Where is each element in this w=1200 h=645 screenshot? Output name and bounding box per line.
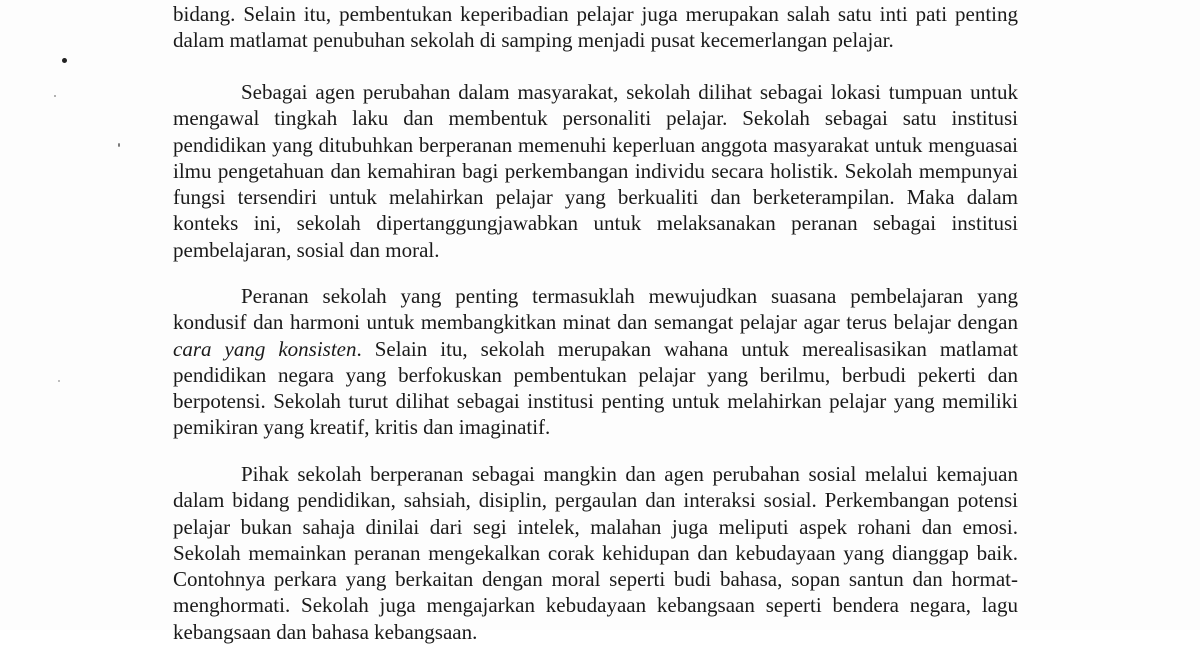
paragraph-peranan-text-start: Peranan sekolah yang penting termasuklah mewujudkan suasana pembelajaran yang kondusif dan harmoni untuk membangkitkan minat dan semangat pelajar agar terus belajar dengan: [173, 284, 1018, 335]
scan-speck: [58, 380, 60, 382]
paragraph-peranan-sekolah: [173, 283, 1018, 441]
scan-speck: [62, 58, 67, 63]
paragraph-pihak-sekolah: Pihak sekolah berperanan sebagai mangkin dan agen perubahan sosial melalui kemajuan dalam bidang pendidikan, sahsiah, disiplin, pergaulan dan interaksi sosial. Perkembangan potensi pelajar bukan sahaja dinilai dari segi intelek, malahan juga meliputi aspek rohani dan emosi. Sekolah memainkan peranan mengekalkan corak kehidupan dan kebudayaan yang dianggap baik. Contohnya perkara yang berkaitan dengan moral seperti budi bahasa, sopan santun dan hormat-menghormati. Sekolah juga mengajarkan kebudayaan kebangsaan seperti bendera negara, lagu kebangsaan dan bahasa kebangsaan.: [173, 462, 1018, 644]
paragraph-peranan-text-end: . Selain itu, sekolah merupakan wahana untuk merealisasikan matlamat pendidikan negara yang berfokuskan pembentukan pelajar yang berilmu, berbudi pekerti dan berpotensi. Sekolah turut dilihat sebagai institusi penting untuk melahirkan pelajar yang memiliki pemikiran yang kreatif, kritis dan imaginatif.: [173, 336, 1018, 440]
italic-phrase: cara yang konsisten: [173, 336, 357, 361]
scan-speck: [118, 143, 120, 147]
paragraph-agen-perubahan: Sebagai agen perubahan dalam masyarakat, sekolah dilihat sebagai lokasi tumpuan untuk mengawal tingkah laku dan membentuk personaliti pelajar. Sekolah sebagai satu institusi pendidikan yang ditubuhkan berperanan memenuhi keperluan anggota masyarakat untuk menguasai ilmu pengetahuan dan kemahiran bagi perkembangan individu secara holistik. Sekolah mempunyai fungsi tersendiri untuk melahirkan pelajar yang berkualiti dan berketerampilan. Maka dalam konteks ini, sekolah dipertanggungjawabkan untuk melaksanakan peranan sebagai institusi pembelajaran, sosial dan moral.: [173, 80, 1018, 262]
paragraph-continuation: bidang. Selain itu, pembentukan keperibadian pelajar juga merupakan salah satu inti pati penting dalam matlamat penubuhan sekolah di samping menjadi pusat kecemerlangan pelajar.: [173, 2, 1018, 53]
scan-speck: [54, 95, 56, 97]
